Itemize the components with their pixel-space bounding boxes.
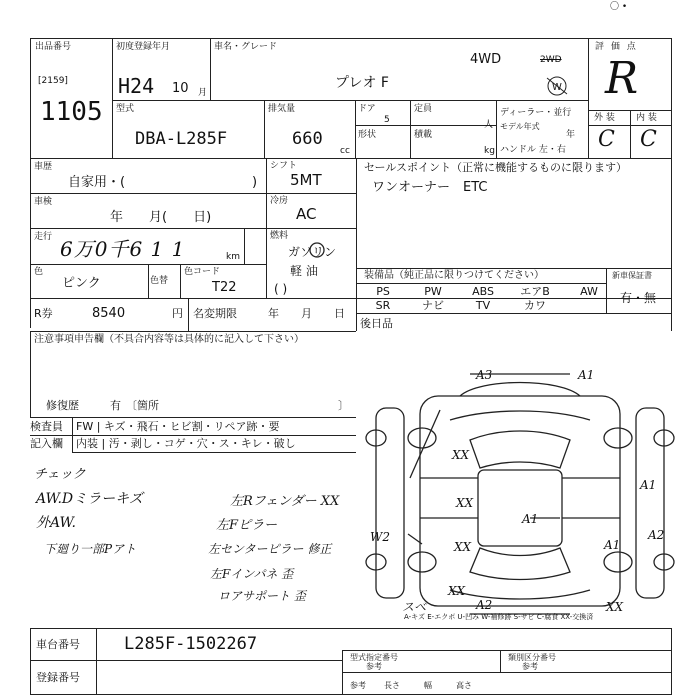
color-code: T22 <box>212 280 237 295</box>
diagram-mark: A2 <box>476 598 493 612</box>
entry-row: 内装 | 汚・剥し・コゲ・穴・ス・キレ・破し <box>76 437 296 450</box>
drive-4wd: 4WD <box>470 52 502 67</box>
shift-value: 5MT <box>290 171 322 189</box>
divider <box>30 298 672 299</box>
name-label: 車名・グレード <box>214 42 278 52</box>
inspector-row: FW | キズ・飛石・ヒビ割・リペア跡・要 <box>76 420 280 433</box>
ext-label: 外 装 <box>594 113 615 123</box>
fuel-gasoline: ガソリン <box>288 245 337 259</box>
fuel-other: ( ) <box>274 282 288 296</box>
divider <box>30 158 672 159</box>
hand-line-3: 外AW. <box>36 515 76 531</box>
history-value: 自家用・( <box>68 175 126 190</box>
divider <box>342 650 672 651</box>
chassis-label: 車台番号 <box>36 638 80 651</box>
warranty-label: 新車保証書 <box>612 271 652 280</box>
lot-label: 出品番号 <box>35 42 72 52</box>
recycle-unit: 円 <box>172 307 183 320</box>
diagram-legend: A-キズ E-エクボ U-凹み W-補修跡 S-サビ C-腐食 XX-交換済 <box>404 613 594 621</box>
fuel-label: 燃料 <box>270 231 289 241</box>
divider <box>356 283 606 284</box>
dims-label: 長さ 幅 高さ <box>384 681 472 690</box>
door-value: 5 <box>384 115 390 125</box>
diagram-mark: XX <box>452 448 470 462</box>
fuel-circle-mark <box>307 240 331 262</box>
shift-label: シフト <box>270 161 298 171</box>
divider <box>96 628 97 694</box>
diagram-mark: XX <box>606 600 624 614</box>
history-label: 車歴 <box>34 162 53 172</box>
divider <box>188 298 189 331</box>
divider <box>356 158 357 331</box>
equipment-item: カワ <box>524 299 546 312</box>
model-label: 型式 <box>116 104 135 114</box>
divider <box>30 331 356 332</box>
mileage-value: 6万0千6 1 1 <box>60 237 186 261</box>
divider <box>355 100 356 158</box>
model-value: DBA-L285F <box>135 129 228 149</box>
sales-label: セールスポイント（正常に機能するものに限ります） <box>364 161 628 174</box>
mileage-unit: km <box>226 252 240 262</box>
diagram-mark: A2 <box>648 528 665 542</box>
w-stamp-icon <box>544 74 570 98</box>
cc-unit: cc <box>340 146 350 156</box>
door-label: ドア <box>358 104 376 114</box>
chassis-number: L285F-1502267 <box>124 634 258 654</box>
recycle-value: 8540 <box>92 306 126 321</box>
recycle-label: R券 <box>34 307 53 320</box>
divider <box>112 100 588 101</box>
divider <box>30 694 672 695</box>
divider <box>180 264 181 298</box>
warranty-value: 有・無 <box>620 291 657 305</box>
divider <box>30 417 356 418</box>
shape-label: 形状 <box>358 130 377 140</box>
type-designation-label: 型式指定番号 <box>350 653 398 662</box>
equipment-item: ABS <box>472 285 494 298</box>
repair-close: 〕 <box>338 399 349 412</box>
notes-label: 注意事項申告欄（不具合内容等は具体的に記入して下さい） <box>34 334 304 345</box>
diagram-mark: XX <box>454 540 472 554</box>
color-swap-label: 色替 <box>150 276 169 286</box>
dealer-label: ディーラー・並行 <box>500 108 572 118</box>
deadline-value: 年 月 日 <box>268 307 345 320</box>
equipment-item: AW <box>580 285 598 298</box>
reg-year: H24 <box>118 74 155 98</box>
hand-line-2: AW.Dミラーキズ <box>36 491 143 507</box>
reg-month: 10 <box>172 81 189 96</box>
model-year-label: モデル年式 <box>500 122 540 131</box>
class-ref: 参考 <box>522 662 538 671</box>
divider <box>356 313 672 314</box>
dims-ref: 参考 <box>350 681 366 690</box>
handle-label: ハンドル 左・右 <box>500 145 566 155</box>
drive-2wd: 2WD <box>540 55 562 65</box>
hand-right-4: 左Fインパネ 歪 <box>210 567 294 581</box>
hand-line-4: 下廻り一部Pアト <box>44 542 137 556</box>
cc-label: 排気量 <box>268 104 296 114</box>
eval-label: 評 価 点 <box>595 42 638 52</box>
divider <box>30 435 356 436</box>
diagram-mark: W2 <box>370 530 390 544</box>
hand-right-2: 左Fピラー <box>216 518 278 533</box>
diagram-mark: スベ <box>402 600 427 614</box>
divider <box>500 650 501 672</box>
color-value: ピンク <box>62 276 101 291</box>
equipment-item: ナビ <box>422 299 444 312</box>
load-unit: kg <box>484 146 495 156</box>
diagram-mark: A1 <box>578 368 595 382</box>
inspection-value: 年 月( 日) <box>110 210 212 225</box>
divider <box>72 417 73 452</box>
hand-right-1: 左Rフェンダー XX <box>230 494 340 509</box>
divider <box>244 228 245 264</box>
equipment-item: PS <box>376 285 390 298</box>
divider <box>630 110 631 158</box>
divider <box>264 100 265 158</box>
divider <box>30 660 342 661</box>
divider <box>410 100 411 158</box>
frame-left <box>30 38 31 328</box>
divider <box>30 331 31 417</box>
divider <box>210 38 211 100</box>
car-name: プレオ F <box>335 75 389 91</box>
diagram-mark: XX <box>448 584 466 598</box>
equipment-label: 装備品（純正品に限りつけてください） <box>364 270 544 281</box>
divider <box>342 672 672 673</box>
repair-place: 〔箇所 <box>126 399 159 412</box>
diagram-mark: XX <box>456 496 474 510</box>
ac-value: AC <box>296 205 317 223</box>
frame-top <box>30 38 672 39</box>
divider <box>30 628 31 694</box>
hand-right-5: ロアサポート 歪 <box>218 589 306 603</box>
divider <box>671 628 672 694</box>
divider <box>356 268 672 269</box>
class-number-label: 類別区分番号 <box>508 653 556 662</box>
hand-right-3: 左センターピラー 修正 <box>208 542 332 556</box>
int-label: 内 装 <box>636 113 657 123</box>
divider <box>30 228 356 229</box>
capacity-label: 定員 <box>414 104 433 114</box>
rear-item-label: 後日品 <box>360 317 393 330</box>
load-label: 積載 <box>414 130 433 140</box>
entry-label: 記入欄 <box>30 437 63 450</box>
inspector-label: 検査員 <box>30 420 63 433</box>
car-diagram <box>360 368 690 624</box>
divider <box>112 38 113 158</box>
divider <box>72 452 356 453</box>
reg-number-label: 登録番号 <box>36 671 80 684</box>
reg-month-unit: 月 <box>198 88 208 98</box>
divider <box>30 193 356 194</box>
divider <box>496 100 497 158</box>
divider <box>30 628 672 629</box>
equipment-item: エアB <box>520 285 550 298</box>
lot-sub: [2159] <box>38 76 68 86</box>
equipment-item: PW <box>424 285 442 298</box>
int-grade: C <box>640 127 657 152</box>
top-marks: 〇 • <box>610 2 628 12</box>
repair-label: 修復歴 <box>46 399 79 412</box>
mileage-label: 走行 <box>34 232 53 242</box>
capacity-unit: 人 <box>484 120 494 130</box>
lot-number: 1105 <box>40 97 103 127</box>
type-ref: 参考 <box>366 662 382 671</box>
inspection-label: 車検 <box>34 197 53 207</box>
hand-line-1: チェック <box>34 467 86 482</box>
diagram-mark: A1 <box>640 478 657 492</box>
ext-grade: C <box>598 127 615 152</box>
divider <box>588 38 589 158</box>
repair-value: 有 <box>110 399 121 412</box>
model-year-unit: 年 <box>566 130 576 140</box>
diagram-mark: A1 <box>522 512 539 526</box>
divider <box>355 125 496 126</box>
diagram-mark: A1 <box>604 538 621 552</box>
equipment-item: TV <box>475 299 491 312</box>
diagram-mark: A3 <box>476 368 493 382</box>
cc-value: 660 <box>292 129 323 149</box>
equipment-item: SR <box>375 299 391 312</box>
svg-text:W: W <box>552 82 562 93</box>
eval-score: R <box>605 53 639 104</box>
history-close: ) <box>252 175 258 190</box>
color-code-label: 色コード <box>184 267 221 277</box>
first-reg-label: 初度登録年月 <box>116 42 171 52</box>
ac-label: 冷房 <box>270 196 289 206</box>
sales-value: ワンオーナー ETC <box>372 180 488 195</box>
fuel-diesel: 軽 油 <box>290 264 318 278</box>
color-label: 色 <box>34 267 44 277</box>
frame-right <box>671 38 672 331</box>
divider <box>148 264 149 298</box>
deadline-label: 名変期限 <box>193 307 237 320</box>
